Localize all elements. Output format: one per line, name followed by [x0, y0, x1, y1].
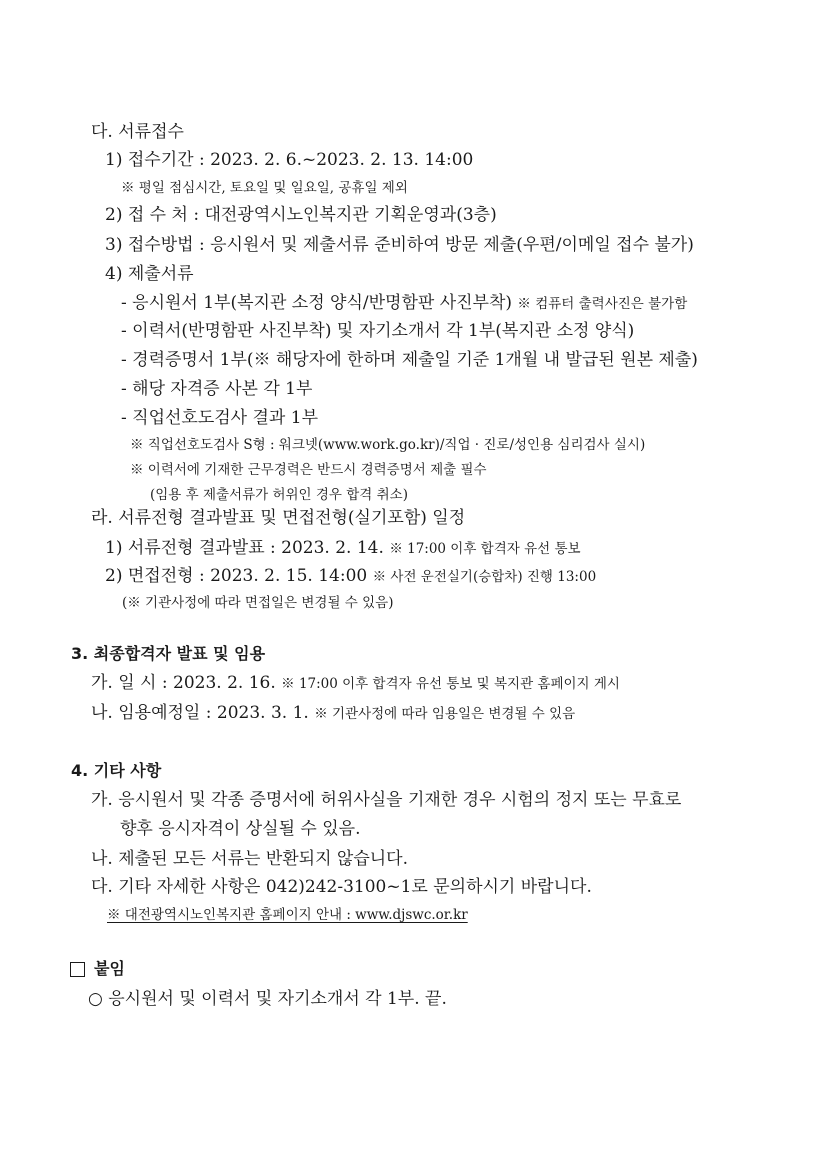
false-info-notice-line2: 향후 응시자격이 상실될 수 있음. — [120, 819, 361, 839]
document-screening-result — [105, 537, 581, 560]
doc-item-application-text: - 응시원서 1부(복지관 소정 양식/반명함판 사진부착) — [121, 293, 513, 313]
interview-schedule-text: 2) 면접전형 : 2023. 2. 15. 14:00 — [105, 566, 368, 586]
doc-item-application — [121, 292, 687, 315]
checkbox-square-icon — [70, 962, 85, 977]
receipt-method: 3) 접수방법 : 응시원서 및 제출서류 준비하여 방문 제출(우편/이메일 접수 불가) — [105, 235, 694, 255]
required-docs-heading: 4) 제출서류 — [105, 264, 194, 284]
receipt-place: 2) 접 수 처 : 대전광역시노인복지관 기획운영과(3층) — [105, 205, 497, 225]
receipt-period: 1) 접수기간 : 2023. 2. 6.~2023. 2. 13. 14:00 — [105, 150, 474, 170]
section-da-title: 다. 서류접수 — [91, 122, 184, 142]
announcement-date-note: ※ 17:00 이후 합격자 유선 통보 및 복지관 홈페이지 게시 — [281, 676, 620, 692]
interview-change-note: (※ 기관사정에 따라 면접일은 변경될 수 있음) — [122, 595, 394, 611]
false-info-notice-line1: 가. 응시원서 및 각종 증명서에 허위사실을 기재한 경우 시험의 정지 또는 무효로 — [91, 790, 682, 810]
section-4-title: 4. 기타 사항 — [71, 761, 162, 780]
appointment-date-note: ※ 기관사정에 따라 임용일은 변경될 수 있음 — [314, 706, 576, 722]
doc-item-resume: - 이력서(반명함판 사진부착) 및 자기소개서 각 1부(복지관 소정 양식) — [121, 321, 635, 341]
section-3-title: 3. 최종합격자 발표 및 임용 — [71, 644, 266, 663]
announcement-date — [91, 672, 620, 695]
section-ra-title: 라. 서류전형 결과발표 및 면접전형(실기포함) 일정 — [91, 508, 466, 528]
career-note: ※ 이력서에 기재한 근무경력은 반드시 경력증명서 제출 필수 — [130, 462, 487, 478]
interview-schedule-note: ※ 사전 운전실기(승합차) 진행 13:00 — [372, 569, 597, 585]
attachment-title: 붙임 — [94, 959, 125, 978]
document-screening-result-note: ※ 17:00 이후 합격자 유선 통보 — [389, 541, 581, 557]
announcement-date-text: 가. 일 시 : 2023. 2. 16. — [91, 673, 276, 693]
doc-item-career-certificate: - 경력증명서 1부(※ 해당자에 한하며 제출일 기준 1개월 내 발급된 원본 제출) — [121, 350, 698, 370]
appointment-date-text: 나. 임용예정일 : 2023. 3. 1. — [91, 703, 309, 723]
homepage-link[interactable]: ※ 대전광역시노인복지관 홈페이지 안내 : www.djswc.or.kr — [107, 907, 468, 923]
no-return-notice: 나. 제출된 모든 서류는 반환되지 않습니다. — [91, 849, 409, 869]
receipt-period-note: ※ 평일 점심시간, 토요일 및 일요일, 공휴일 제외 — [121, 180, 408, 196]
document-screening-result-text: 1) 서류전형 결과발표 : 2023. 2. 14. — [105, 538, 384, 558]
contact-notice: 다. 기타 자세한 사항은 042)242-3100~1로 문의하시기 바랍니다. — [91, 877, 592, 897]
doc-item-license-copy: - 해당 자격증 사본 각 1부 — [121, 379, 313, 399]
career-note-sub: (임용 후 제출서류가 허위인 경우 합격 취소) — [150, 487, 408, 503]
aptitude-test-note: ※ 직업선호도검사 S형 : 워크넷(www.work.go.kr)/직업 · 진로/성인용 심리검사 실시) — [130, 437, 646, 453]
appointment-date — [91, 702, 575, 725]
interview-schedule — [105, 565, 596, 588]
attachment-item: ○ 응시원서 및 이력서 및 자기소개서 각 1부. 끝. — [88, 989, 447, 1009]
doc-item-aptitude-test: - 직업선호도검사 결과 1부 — [121, 408, 318, 428]
doc-item-application-note: ※ 컴퓨터 출력사진은 불가함 — [517, 296, 688, 312]
